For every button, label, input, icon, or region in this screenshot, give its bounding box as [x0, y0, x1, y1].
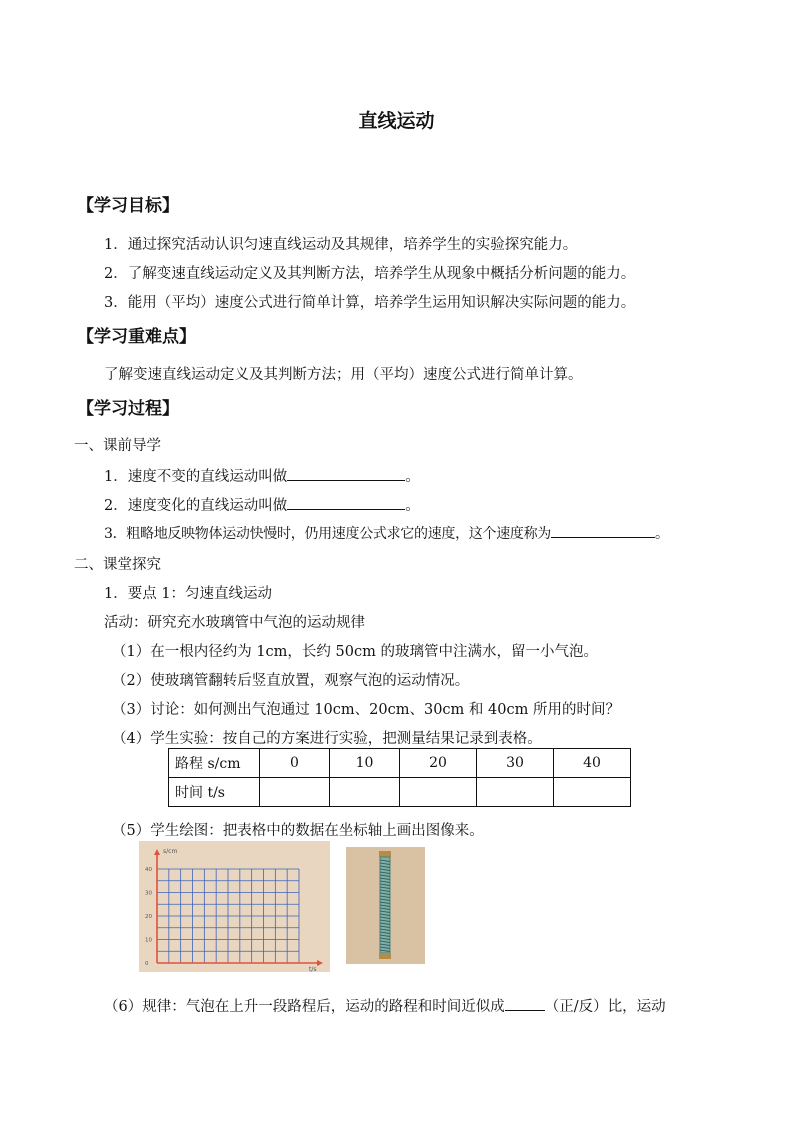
distance-cell: 10 [330, 749, 400, 778]
step-1: （1）在一根内径约为 1cm，长约 50cm 的玻璃管中注满水，留一小气泡。 [112, 644, 598, 660]
table-row [169, 749, 631, 778]
grid-lines [157, 869, 299, 963]
section-heading-key: 【学习重难点】 [77, 327, 196, 347]
coordinate-grid-image [139, 841, 330, 972]
glass-tube-photo [346, 847, 425, 964]
time-cell[interactable] [477, 778, 554, 807]
row-label-time: 时间 t/s [169, 778, 260, 807]
y-tick-label: 10 [145, 937, 152, 944]
y-axis-arrow [154, 849, 160, 855]
step-6 [104, 995, 666, 1016]
key-points-text: 了解变速直线运动定义及其判断方法；用（平均）速度公式进行简单计算。 [104, 367, 583, 383]
time-cell[interactable] [400, 778, 477, 807]
activity-text: 活动：研究充水玻璃管中气泡的运动规律 [104, 615, 365, 631]
measurement-table [168, 748, 631, 807]
distance-cell: 30 [477, 749, 554, 778]
x-axis-label: t/s [309, 966, 317, 972]
question-3-end: 。 [655, 526, 669, 542]
question-1 [104, 465, 420, 486]
part1-heading: 一、课前导学 [74, 438, 161, 454]
y-axis-label: s/cm [163, 848, 178, 855]
question-1-text: 1．速度不变的直线运动叫做 [104, 469, 288, 485]
tube-cap-top [379, 851, 391, 857]
time-cell[interactable] [330, 778, 400, 807]
answer-blank-4[interactable] [505, 996, 545, 1011]
glass-tube-svg [346, 847, 425, 964]
question-2-text: 2．速度变化的直线运动叫做 [104, 498, 288, 514]
y-tick-label: 0 [145, 961, 149, 967]
question-3 [104, 523, 669, 543]
step-6-text: （6）规律：气泡在上升一段路程后，运动的路程和时间近似成 [104, 999, 505, 1015]
answer-blank-2[interactable] [287, 495, 405, 510]
section-heading-goals: 【学习目标】 [77, 196, 179, 216]
coordinate-grid-svg [139, 841, 330, 972]
question-3-text: 3．粗略地反映物体运动快慢时，仍用速度公式求它的速度，这个速度称为 [104, 526, 552, 542]
table-row [169, 778, 631, 807]
question-2-end: 。 [405, 498, 420, 514]
answer-blank-1[interactable] [287, 466, 405, 481]
question-1-end: 。 [405, 469, 420, 485]
step-4: （4）学生实验：按自己的方案进行实验，把测量结果记录到表格。 [112, 731, 542, 747]
goal-item: 3．能用（平均）速度公式进行简单计算，培养学生运用知识解决实际问题的能力。 [104, 295, 636, 311]
answer-blank-3[interactable] [551, 523, 655, 538]
distance-cell: 40 [554, 749, 631, 778]
distance-cell: 20 [400, 749, 477, 778]
question-2 [104, 494, 420, 515]
step-2: （2）使玻璃管翻转后竖直放置，观察气泡的运动情况。 [112, 673, 470, 689]
step-5: （5）学生绘图：把表格中的数据在坐标轴上画出图像来。 [112, 823, 484, 839]
row-label-distance: 路程 s/cm [169, 749, 260, 778]
section-heading-process: 【学习过程】 [77, 399, 179, 419]
time-cell[interactable] [554, 778, 631, 807]
x-axis-arrow [317, 960, 323, 966]
step-3: （3）讨论：如何测出气泡通过 10cm、20cm、30cm 和 40cm 所用的时间？ [112, 702, 620, 718]
part2-heading: 二、课堂探究 [74, 557, 161, 573]
distance-cell: 0 [260, 749, 330, 778]
step-6-end: （正/反）比，运动 [544, 999, 666, 1015]
tube-cap-bottom [379, 953, 391, 959]
page-title: 直线运动 [358, 110, 435, 132]
key-point-1: 1．要点 1：匀速直线运动 [104, 586, 273, 602]
y-tick-label: 40 [145, 867, 152, 873]
time-cell[interactable] [260, 778, 330, 807]
y-tick-labels [145, 867, 152, 967]
y-tick-label: 20 [145, 914, 152, 920]
y-tick-label: 30 [145, 890, 152, 897]
goal-item: 2．了解变速直线运动定义及其判断方法，培养学生从现象中概括分析问题的能力。 [104, 266, 636, 282]
goal-item: 1．通过探究活动认识匀速直线运动及其规律，培养学生的实验探究能力。 [104, 237, 578, 253]
